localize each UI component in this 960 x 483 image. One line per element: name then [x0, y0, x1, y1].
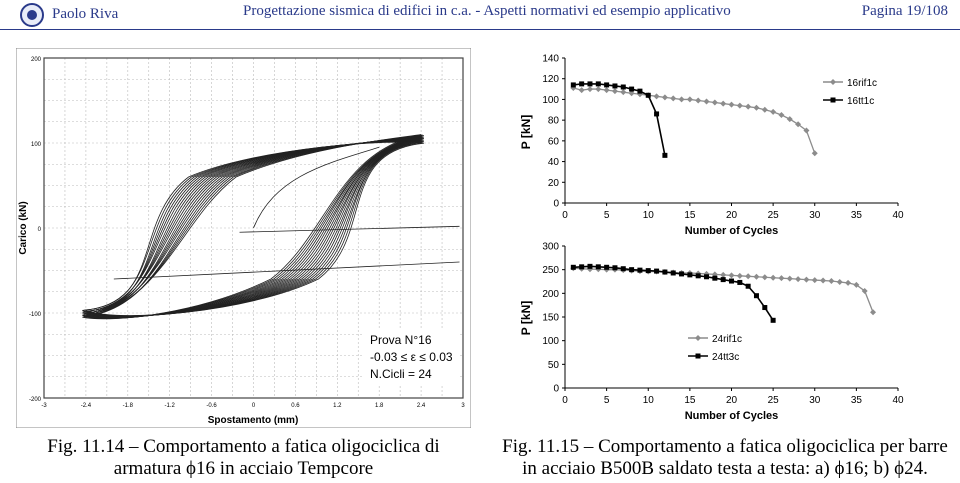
data-point-16rif1c	[587, 86, 593, 92]
left-xtick-label: 3	[461, 403, 465, 409]
x-axis-title: Number of Cycles	[684, 410, 779, 422]
data-point-24tt3c	[621, 266, 626, 271]
data-point-24tt3c	[696, 273, 701, 278]
left-caption-line2: armatura ϕ16 in acciaio Tempcore	[113, 458, 374, 479]
data-point-24tt3c	[654, 269, 659, 274]
data-point-24rif1c	[870, 309, 876, 315]
x-tick-label: 30	[809, 395, 821, 406]
left-caption	[0, 436, 487, 480]
series-line-16tt1c	[573, 84, 665, 155]
left-ytick-label: -200	[28, 397, 41, 403]
x-tick-label: 15	[684, 395, 696, 406]
data-point-16tt1c	[596, 81, 601, 86]
data-point-24tt3c	[604, 265, 609, 270]
data-point-24tt3c	[679, 271, 684, 276]
author-name: Paolo Riva	[52, 6, 119, 22]
data-point-24rif1c	[720, 272, 726, 278]
x-tick-label: 10	[642, 210, 654, 221]
document-title: Progettazione sismica di edifici in c.a. - Aspetti normativi ed esempio applicativo	[243, 3, 731, 19]
x-tick-label: 40	[892, 395, 904, 406]
data-point-16rif1c	[745, 104, 751, 110]
test-number-label: Prova N°16	[370, 333, 432, 347]
series-line-16rif1c	[573, 88, 814, 153]
data-point-24rif1c	[778, 275, 784, 281]
x-tick-label: 20	[725, 395, 738, 406]
strain-range-label: -0.03 ≤ ε ≤ 0.03	[370, 350, 453, 364]
y-tick-label: 80	[547, 115, 559, 127]
data-point-24rif1c	[803, 277, 809, 283]
x-tick-label: 30	[809, 210, 821, 221]
data-point-24tt3c	[762, 305, 767, 310]
y-tick-label: 200	[542, 288, 559, 300]
data-point-24tt3c	[704, 274, 709, 279]
right-caption	[490, 436, 960, 480]
data-point-16tt1c	[612, 83, 617, 88]
legend-marker	[696, 354, 701, 359]
data-point-16rif1c	[737, 103, 743, 109]
university-logo-icon	[20, 3, 44, 27]
x-tick-label: 40	[892, 210, 904, 221]
data-point-16rif1c	[762, 107, 768, 113]
data-point-24rif1c	[795, 276, 801, 282]
data-point-24rif1c	[837, 279, 843, 285]
data-point-16tt1c	[637, 89, 642, 94]
y-tick-label: 20	[547, 177, 559, 189]
left-ytick-label: 200	[30, 57, 41, 63]
x-tick-label: 0	[562, 210, 568, 221]
left-ytick-label: 100	[30, 142, 41, 148]
left-xtick-label: -3	[41, 403, 47, 409]
data-point-16rif1c	[604, 87, 610, 93]
data-point-16tt1c	[587, 81, 592, 86]
data-point-24tt3c	[729, 279, 734, 284]
data-point-24tt3c	[687, 272, 692, 277]
data-point-16rif1c	[770, 109, 776, 115]
left-xtick-label: 0.6	[291, 403, 300, 409]
data-point-16rif1c	[595, 86, 601, 92]
x-tick-label: 35	[850, 210, 862, 221]
data-point-24rif1c	[828, 278, 834, 284]
x-tick-label: 5	[603, 395, 610, 406]
data-point-16rif1c	[720, 101, 726, 107]
data-point-16rif1c	[662, 94, 668, 100]
hysteresis-figure	[16, 48, 471, 428]
page-header	[0, 0, 960, 30]
y-tick-label: 50	[547, 359, 559, 371]
data-point-16tt1c	[646, 93, 651, 98]
y-tick-label: 100	[542, 336, 559, 348]
data-point-16tt1c	[604, 82, 609, 87]
data-point-16tt1c	[662, 153, 667, 158]
left-xtick-label: -1.2	[164, 403, 175, 409]
data-point-24rif1c	[753, 274, 759, 280]
data-point-24tt3c	[587, 264, 592, 269]
data-point-16rif1c	[778, 112, 784, 118]
y-tick-label: 140	[542, 53, 559, 65]
left-xtick-label: -1.8	[122, 403, 133, 409]
right-caption-line1: Fig. 11.15 – Comportamento a fatica oligociclica per barre	[502, 436, 948, 457]
right-caption-line2: in acciaio B500B saldato testa a testa: a) ϕ16; b) ϕ24.	[522, 458, 928, 479]
cycles-count-label: N.Cicli = 24	[370, 367, 432, 381]
legend-label: 24tt3c	[712, 352, 740, 363]
x-tick-label: 0	[562, 395, 568, 406]
data-point-16rif1c	[687, 96, 693, 102]
data-point-24tt3c	[596, 264, 601, 269]
data-point-24rif1c	[820, 278, 826, 284]
left-ytick-label: -100	[28, 312, 41, 318]
data-point-16tt1c	[571, 82, 576, 87]
data-point-16tt1c	[629, 87, 634, 92]
data-point-24tt3c	[771, 318, 776, 323]
data-point-24tt3c	[746, 284, 751, 289]
left-caption-line1: Fig. 11.14 – Comportamento a fatica oligociclica di	[47, 436, 440, 457]
data-point-24tt3c	[571, 265, 576, 270]
data-point-24rif1c	[729, 272, 735, 278]
data-point-24tt3c	[646, 268, 651, 273]
data-point-16rif1c	[704, 99, 710, 105]
data-point-16rif1c	[753, 105, 759, 111]
page-number: Pagina 19/108	[861, 3, 948, 19]
y-tick-label: 120	[542, 74, 559, 86]
y-tick-label: 150	[542, 312, 559, 324]
left-xtick-label: 2.4	[416, 403, 426, 409]
left-ytick-label: 0	[37, 227, 41, 233]
data-point-16rif1c	[579, 87, 585, 93]
x-tick-label: 15	[684, 210, 696, 221]
y-tick-label: 0	[553, 198, 559, 210]
left-ylabel: Carico (kN)	[18, 201, 29, 255]
left-xtick-label: 1.2	[333, 403, 342, 409]
data-point-24rif1c	[745, 273, 751, 279]
data-point-16tt1c	[654, 111, 659, 116]
data-point-24tt3c	[579, 264, 584, 269]
data-point-16rif1c	[654, 93, 660, 99]
y-axis-title: P [kN]	[519, 300, 533, 336]
left-xtick-label: -0.6	[206, 403, 217, 409]
y-tick-label: 300	[542, 241, 559, 253]
data-point-24rif1c	[770, 275, 776, 281]
data-point-16rif1c	[670, 95, 676, 101]
data-point-24rif1c	[737, 273, 743, 279]
data-point-24tt3c	[612, 265, 617, 270]
data-point-24tt3c	[671, 270, 676, 275]
data-point-24tt3c	[637, 268, 642, 273]
data-point-24tt3c	[754, 293, 759, 298]
data-point-24tt3c	[712, 276, 717, 281]
x-tick-label: 25	[767, 210, 779, 221]
legend-label: 16rif1c	[847, 78, 878, 89]
data-point-16tt1c	[579, 81, 584, 86]
data-point-16rif1c	[787, 116, 793, 122]
x-axis-title: Number of Cycles	[684, 225, 779, 237]
legend-marker	[831, 98, 836, 103]
data-point-24tt3c	[737, 280, 742, 285]
left-xtick-label: 0	[251, 403, 256, 409]
data-point-16tt1c	[621, 85, 626, 90]
data-point-16rif1c	[612, 88, 618, 94]
y-tick-label: 250	[542, 265, 559, 277]
data-point-16rif1c	[695, 97, 701, 103]
y-tick-label: 0	[553, 383, 559, 395]
header-divider	[0, 29, 960, 30]
x-tick-label: 20	[725, 210, 738, 221]
data-point-24rif1c	[787, 276, 793, 282]
left-xlabel: Spostamento (mm)	[207, 415, 299, 426]
data-point-24tt3c	[629, 267, 634, 272]
data-point-16rif1c	[729, 102, 735, 108]
data-point-16rif1c	[712, 100, 718, 106]
y-tick-label: 40	[547, 157, 559, 169]
y-tick-label: 60	[547, 136, 559, 148]
left-xtick-label: 1.8	[375, 403, 384, 409]
cycles-charts	[505, 48, 915, 430]
data-point-24tt3c	[662, 270, 667, 275]
y-axis-title: P [kN]	[519, 114, 533, 150]
data-point-24rif1c	[762, 274, 768, 280]
y-tick-label: 100	[542, 94, 559, 106]
left-xtick-label: -2.4	[80, 403, 92, 409]
legend-marker	[830, 79, 836, 85]
test-annotation	[364, 330, 460, 386]
x-tick-label: 10	[642, 395, 654, 406]
data-point-24tt3c	[721, 277, 726, 282]
data-point-24rif1c	[845, 280, 851, 286]
x-tick-label: 5	[603, 210, 610, 221]
legend-marker	[695, 335, 701, 341]
legend-label: 24rif1c	[712, 334, 743, 345]
x-tick-label: 35	[850, 395, 862, 406]
data-point-16rif1c	[620, 89, 626, 95]
data-point-16rif1c	[812, 150, 818, 156]
data-point-16rif1c	[679, 96, 685, 102]
data-point-24rif1c	[812, 277, 818, 283]
legend-label: 16tt1c	[847, 96, 875, 107]
x-tick-label: 25	[767, 395, 779, 406]
